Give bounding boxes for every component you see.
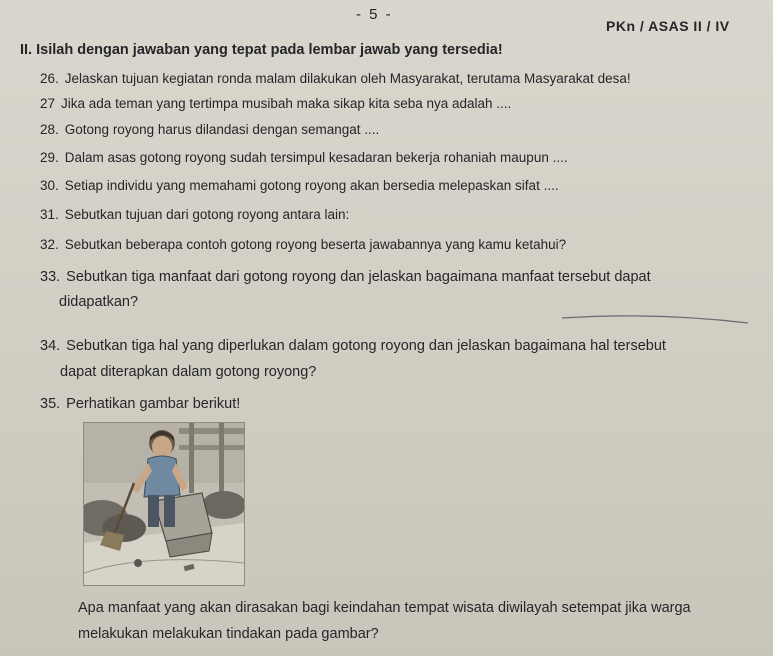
question-33 [40,268,651,286]
question-text: Sebutkan tujuan dari gotong royong antara lain: [64,207,350,222]
question-number: 28. [40,122,59,137]
exam-code: PKn / ASAS II / IV [606,18,730,34]
question-34 [40,337,666,355]
question-35 [40,395,240,413]
question-text: Dalam asas gotong royong sudah tersimpul kesadaran bekerja rohaniah maupun .... [64,150,568,165]
question-number: 34. [40,338,61,354]
final-question-line-1: Apa manfaat yang akan dirasakan bagi keindahan tempat wisata diwilayah setempat jika warga [78,600,691,616]
question-number: 32. [40,237,59,252]
question-34-continued: dapat diterapkan dalam gotong royong? [60,364,317,380]
question-text: Jika ada teman yang tertimpa musibah maka sikap kita seba nya adalah .... [61,96,512,111]
question-text: Setiap individu yang memahami gotong royong akan bersedia melepaskan sifat .... [64,178,559,193]
question-29 [40,149,568,167]
question-number: 26. [40,71,59,86]
question-text: Sebutkan tiga manfaat dari gotong royong dan jelaskan bagaimana manfaat tersebut dapat [66,269,651,285]
question-text: Sebutkan beberapa contoh gotong royong beserta jawabannya yang kamu ketahui? [64,237,567,252]
question-text: Gotong royong harus dilandasi dengan semangat .... [64,122,380,137]
question-26 [40,70,631,88]
question-27 [40,95,511,113]
question-number: 27 [40,96,56,111]
section-title: II. Isilah dengan jawaban yang tepat pada lembar jawab yang tersedia! [20,42,503,58]
question-number: 33. [40,269,61,285]
question-28 [40,121,379,139]
question-number: 31. [40,207,59,222]
pen-stroke [560,314,750,326]
question-33-continued: didapatkan? [59,294,139,310]
cleaning-illustration [83,422,245,586]
question-text: Jelaskan tujuan kegiatan ronda malam dilakukan oleh Masyarakat, terutama Masyarakat desa! [64,71,631,86]
question-31 [40,206,349,224]
final-question-line-2: melakukan melakukan tindakan pada gambar? [78,626,379,642]
question-30 [40,177,559,195]
question-number: 30. [40,178,59,193]
question-number: 35. [40,396,61,412]
question-32 [40,236,566,254]
boy-sweeping-image [84,423,244,585]
page-number: - 5 - [356,6,393,23]
question-number: 29. [40,150,59,165]
question-text: Sebutkan tiga hal yang diperlukan dalam gotong royong dan jelaskan bagaimana hal tersebut [66,338,666,354]
question-text: Perhatikan gambar berikut! [66,396,241,412]
